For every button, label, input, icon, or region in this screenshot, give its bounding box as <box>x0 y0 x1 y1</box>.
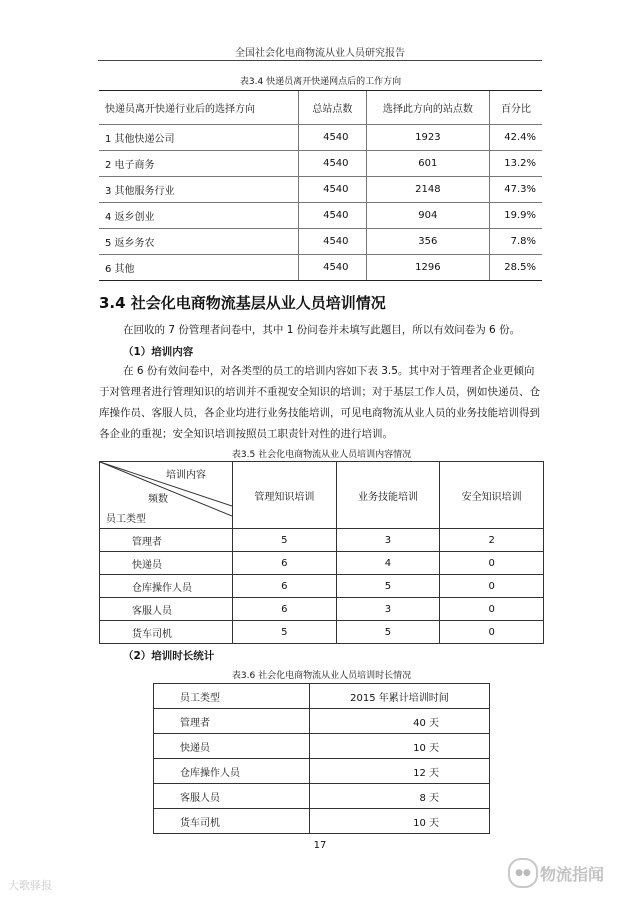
t36-cell: 快递员 <box>154 734 310 759</box>
t36-header: 2015 年累计培训时间 <box>310 684 490 709</box>
t35-cell: 仓库操作人员 <box>100 575 233 598</box>
t34-cell: 1923 <box>366 125 489 151</box>
subheading-training-content: （1）培训内容 <box>123 346 194 358</box>
table-row <box>154 734 490 759</box>
t35-cell: 6 <box>233 552 337 575</box>
table-row <box>100 575 544 598</box>
header-rule <box>98 60 542 61</box>
table-row <box>154 759 490 784</box>
t34-cell: 5 返乡务农 <box>99 229 299 255</box>
t34-cell: 4540 <box>299 229 367 255</box>
t35-cell: 客服人员 <box>100 598 233 621</box>
wechat-logo-icon: ●● <box>508 858 538 888</box>
t35-cell: 0 <box>440 552 544 575</box>
subheading-training-duration: （2）培训时长统计 <box>123 650 215 662</box>
t34-cell: 13.2% <box>489 151 542 177</box>
t35-cell: 5 <box>336 621 440 644</box>
t34-cell: 4540 <box>299 203 367 229</box>
t35-cell: 0 <box>440 575 544 598</box>
table-3-4 <box>99 90 542 281</box>
diagonal-header-cell <box>100 462 233 529</box>
page-number: 17 <box>313 840 327 851</box>
watermark-left: 大歌驿报 <box>8 879 52 892</box>
t34-header: 选择此方向的站点数 <box>366 91 489 125</box>
t34-cell: 4 返乡创业 <box>99 203 299 229</box>
table-row <box>99 229 542 255</box>
t36-cell: 10 天 <box>310 734 490 759</box>
watermark-right: 物流指闻 <box>540 865 605 884</box>
t36-cell: 货车司机 <box>154 809 310 834</box>
table-row <box>154 784 490 809</box>
t34-header: 百分比 <box>489 91 542 125</box>
t36-cell: 10 天 <box>310 809 490 834</box>
table35-caption: 表3.5 社会化电商物流从业人员培训内容情况 <box>231 450 412 460</box>
t34-cell: 4540 <box>299 255 367 281</box>
t34-cell: 6 其他 <box>99 255 299 281</box>
section-title: 3.4 社会化电商物流基层从业人员培训情况 <box>99 294 386 312</box>
t36-cell: 仓库操作人员 <box>154 759 310 784</box>
running-header: 全国社会化电商物流从业人员研究报告 <box>235 48 405 59</box>
t34-cell: 28.5% <box>489 255 542 281</box>
t34-cell: 904 <box>366 203 489 229</box>
t34-cell: 1 其他快递公司 <box>99 125 299 151</box>
t35-cell: 0 <box>440 621 544 644</box>
t34-cell: 47.3% <box>489 177 542 203</box>
t34-cell: 4540 <box>299 125 367 151</box>
table36-caption: 表3.6 社会化电商物流从业人员培训时长情况 <box>231 671 412 681</box>
table-row <box>99 151 542 177</box>
t34-cell: 4540 <box>299 177 367 203</box>
table-3-6 <box>153 683 490 834</box>
t35-cell: 5 <box>233 529 337 552</box>
t35-cell: 6 <box>233 575 337 598</box>
t34-cell: 2 电子商务 <box>99 151 299 177</box>
t34-header: 快递员离开快递行业后的选择方向 <box>99 91 299 125</box>
table-row <box>100 529 544 552</box>
t35-cell: 3 <box>336 529 440 552</box>
table-3-5 <box>99 461 544 644</box>
t34-cell: 42.4% <box>489 125 542 151</box>
t35-cell: 3 <box>336 598 440 621</box>
table-row <box>100 621 544 644</box>
table-row <box>99 203 542 229</box>
diag-label-frequency: 频数 <box>148 494 168 505</box>
intro-paragraph: 在回收的 7 份管理者问卷中，其中 1 份问卷并未填写此题目，所以有效问卷为 6 份。 <box>123 324 521 336</box>
diag-label-content: 培训内容 <box>166 470 206 481</box>
training-paragraph: 在 6 份有效问卷中，对各类型的员工的培训内容如下表 3.5。其中对于管理者企业更倾向于对管理者进行管理知识的培训并不重视安全知识的培训；对于基层工作人员，例如快递员、仓库操作员、客服人员，各企业均进行业务技能培训，可见电商物流从业人员的业务技能培训得到各企业的重视；安全知识培训按照员工职责针对性的进行培训。 <box>99 365 540 440</box>
t34-cell: 4540 <box>299 151 367 177</box>
t35-cell: 快递员 <box>100 552 233 575</box>
t36-cell: 40 天 <box>310 709 490 734</box>
t34-cell: 3 其他服务行业 <box>99 177 299 203</box>
t35-cell: 0 <box>440 598 544 621</box>
table-row <box>99 255 542 281</box>
t35-header: 管理知识培训 <box>233 462 337 529</box>
t36-cell: 客服人员 <box>154 784 310 809</box>
table-row <box>154 809 490 834</box>
t34-cell: 19.9% <box>489 203 542 229</box>
t34-header: 总站点数 <box>299 91 367 125</box>
t35-cell: 5 <box>233 621 337 644</box>
t35-header: 业务技能培训 <box>336 462 440 529</box>
table-row <box>154 709 490 734</box>
table34-caption: 表3.4 快递员离开快递网点后的工作方向 <box>239 77 402 87</box>
t35-cell: 4 <box>336 552 440 575</box>
table-row <box>99 177 542 203</box>
t36-cell: 管理者 <box>154 709 310 734</box>
table-row <box>99 125 542 151</box>
t35-cell: 5 <box>336 575 440 598</box>
t36-cell: 8 天 <box>310 784 490 809</box>
t35-header: 安全知识培训 <box>440 462 544 529</box>
t35-cell: 货车司机 <box>100 621 233 644</box>
t34-cell: 601 <box>366 151 489 177</box>
t36-cell: 12 天 <box>310 759 490 784</box>
t34-cell: 7.8% <box>489 229 542 255</box>
t34-cell: 356 <box>366 229 489 255</box>
table-row <box>100 552 544 575</box>
table-row <box>100 598 544 621</box>
t34-cell: 2148 <box>366 177 489 203</box>
t35-cell: 6 <box>233 598 337 621</box>
t34-cell: 1296 <box>366 255 489 281</box>
t35-cell: 2 <box>440 529 544 552</box>
t35-cell: 管理者 <box>100 529 233 552</box>
t36-header: 员工类型 <box>154 684 310 709</box>
diag-label-employee-type: 员工类型 <box>106 514 146 525</box>
